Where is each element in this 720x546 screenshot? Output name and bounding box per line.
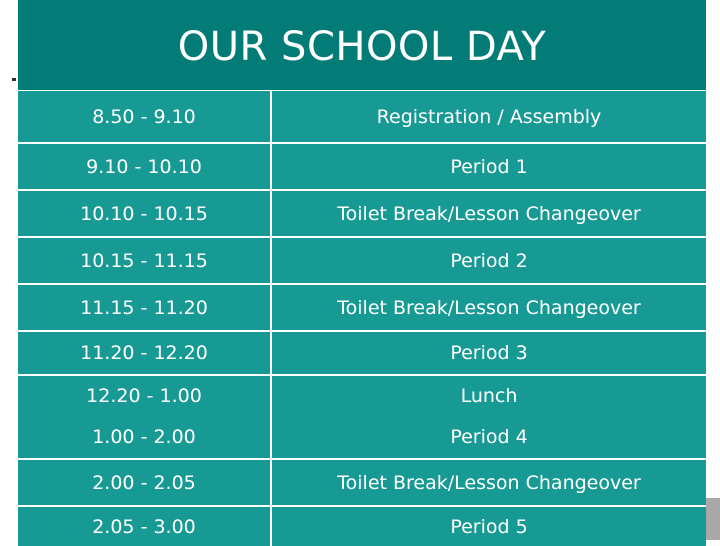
activity-cell: Period 5: [271, 506, 706, 546]
table-row: [18, 190, 706, 237]
time-cell: 10.15 - 11.15: [18, 237, 271, 284]
title-band: [18, 0, 706, 90]
time-cell: 2.05 - 3.00: [18, 506, 271, 546]
table-row: [18, 459, 706, 506]
right-margin: [706, 0, 720, 498]
activity-cell: Toilet Break/Lesson Changeover: [271, 459, 706, 506]
time-cell: 2.00 - 2.05: [18, 459, 271, 506]
table-row: [18, 284, 706, 331]
activity-cell: Lunch: [271, 375, 706, 415]
table-row: [18, 331, 706, 375]
activity-cell: Toilet Break/Lesson Changeover: [271, 190, 706, 237]
table-row: [18, 375, 706, 415]
stray-mark: [12, 78, 16, 81]
activity-cell: Period 3: [271, 331, 706, 375]
table-row: [18, 91, 706, 143]
time-cell: 1.00 - 2.00: [18, 415, 271, 459]
activity-cell: Period 1: [271, 143, 706, 190]
time-cell: 11.20 - 12.20: [18, 331, 271, 375]
time-cell: 11.15 - 11.20: [18, 284, 271, 331]
activity-cell: Period 2: [271, 237, 706, 284]
time-cell: 12.20 - 1.00: [18, 375, 271, 415]
time-cell: 8.50 - 9.10: [18, 91, 271, 143]
left-margin: [0, 0, 18, 540]
time-cell: 10.10 - 10.15: [18, 190, 271, 237]
activity-cell: Period 4: [271, 415, 706, 459]
page-title: OUR SCHOOL DAY: [177, 24, 547, 70]
time-cell: 9.10 - 10.10: [18, 143, 271, 190]
table-row: [18, 506, 706, 546]
activity-cell: Registration / Assembly: [271, 91, 706, 143]
schedule-table: [18, 91, 706, 546]
activity-cell: Toilet Break/Lesson Changeover: [271, 284, 706, 331]
table-row: [18, 237, 706, 284]
table-row: [18, 415, 706, 459]
table-row: [18, 143, 706, 190]
